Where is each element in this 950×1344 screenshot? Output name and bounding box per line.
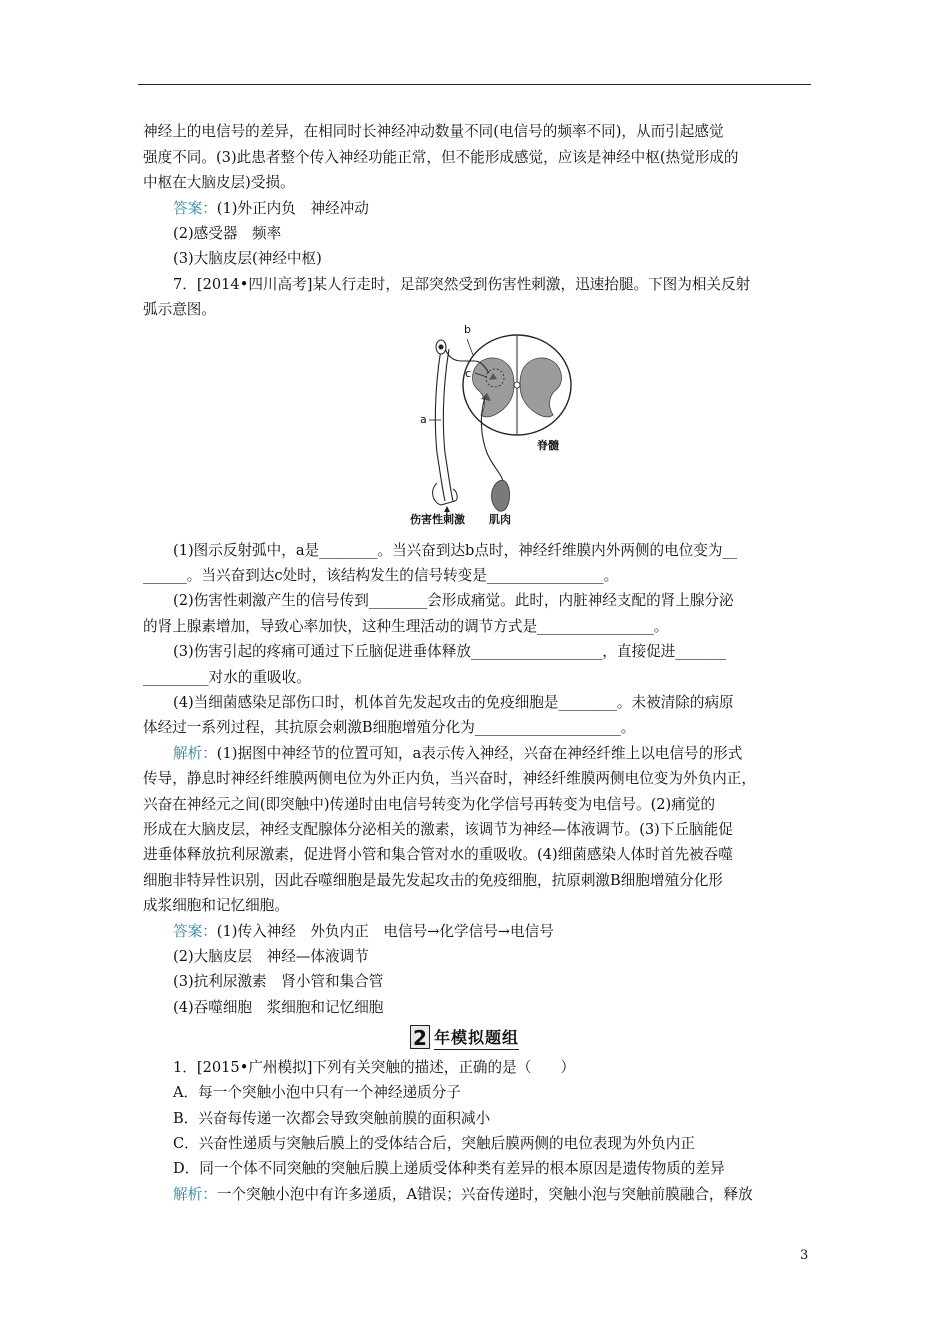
- mc-option: B．兴奋每传递一次都会导致突触前膜的面积减小: [173, 1110, 491, 1127]
- label-b: b: [464, 323, 471, 336]
- label-muscle: 肌肉: [489, 513, 511, 526]
- label-c: c: [465, 367, 472, 380]
- paragraph-line: 强度不同。(3)此患者整个传入神经功能正常，但不能形成感觉，应该是神经中枢(热觉形成的: [143, 149, 739, 166]
- page-number: 3: [800, 1248, 809, 1263]
- question-line: (4)当细菌感染足部伤口时，机体首先发起攻击的免疫细胞是________。未被清除的病原: [173, 694, 734, 711]
- analysis-line: 形成在大脑皮层，神经支配腺体分泌相关的激素，该调节为神经—体液调节。(3)下丘脑能促: [143, 821, 733, 838]
- label-a: a: [420, 413, 427, 426]
- answer-line: [173, 922, 554, 942]
- paragraph-line: 中枢在大脑皮层)受损。: [143, 174, 295, 191]
- section-title: 年模拟题组: [434, 1025, 519, 1050]
- answer-line: (3)大脑皮层(神经中枢): [173, 250, 322, 267]
- analysis-label: 解析：: [173, 745, 217, 762]
- label-stimulus: 伤害性刺激: [410, 513, 465, 526]
- receptor-foot: [433, 483, 458, 505]
- question-line: (2)伤害性刺激产生的信号传到________会形成痛觉。此时，内脏神经支配的肾上腺分泌: [173, 592, 734, 609]
- muscle-shape: [492, 480, 510, 511]
- question-line: 体经过一系列过程，其抗原会刺激B细胞增殖分化为____________________。: [143, 719, 636, 736]
- analysis-line: 传导，静息时神经纤维膜两侧电位为外正内负，当兴奋时，神经纤维膜两侧电位变为外负内正，: [143, 770, 756, 787]
- reflex-arc-figure: [410, 323, 575, 529]
- ganglion-nucleus: [439, 345, 444, 350]
- mc-stem: 1．[2015•广州模拟]下列有关突触的描述，正确的是（ ）: [173, 1059, 576, 1076]
- analysis-line: [173, 744, 742, 764]
- section-number: 2: [410, 1025, 430, 1049]
- question-line: 的肾上腺素增加，导致心率加快，这种生理活动的调节方式是________________。: [143, 618, 669, 635]
- analysis-line: 兴奋在神经元之间(即突触中)传递时由电信号转变为化学信号再转变为电信号。(2)痛觉的: [143, 796, 716, 813]
- question-line: (3)伤害引起的疼痛可通过下丘脑促进垂体释放__________________，直接促进_______: [173, 643, 727, 660]
- answer-line: [173, 199, 369, 219]
- paragraph-line: 神经上的电信号的差异，在相同时长神经冲动数量不同(电信号的频率不同)，从而引起感觉: [143, 123, 724, 140]
- answer-text: (1)传入神经 外负内正 电信号→化学信号→电信号: [216, 923, 554, 940]
- question-line: (1)图示反射弧中，a是________。当兴奋到达b点时，神经纤维膜内外两侧的电位变为__: [173, 542, 738, 559]
- answer-label: 答案：: [173, 923, 217, 940]
- header-rule: [138, 84, 811, 85]
- analysis-line: 细胞非特异性识别，因此吞噬细胞是最先发起攻击的免疫细胞，抗原刺激B细胞增殖分化形: [143, 872, 723, 889]
- answer-line: (3)抗利尿激素 肾小管和集合管: [173, 973, 384, 990]
- mc-option: D．同一个体不同突触的突触后膜上递质受体种类有差异的根本原因是遗传物质的差异: [173, 1160, 725, 1177]
- reflex-arc-diagram: [415, 333, 575, 529]
- afferent-nerve-a-outer: [443, 349, 453, 501]
- question-line: ______。当兴奋到达c处时，该结构发生的信号转变是________________。: [143, 567, 619, 584]
- answer-line: (2)感受器 频率: [173, 225, 282, 242]
- label-b-pointer: [467, 339, 473, 355]
- analysis-text: (1)据图中神经节的位置可知，a表示传入神经，兴奋在神经纤维上以电信号的形式: [216, 745, 743, 762]
- answer-label: 答案：: [173, 200, 217, 217]
- question-stem: 弧示意图。: [143, 301, 216, 318]
- question-stem: 7．[2014•四川高考]某人行走时，足部突然受到伤害性刺激，迅速抬腿。下图为相关反射: [173, 276, 751, 293]
- analysis-label: 解析：: [173, 1186, 217, 1203]
- label-spinal-cord: 脊髓: [537, 439, 559, 452]
- answer-line: (2)大脑皮层 神经—体液调节: [173, 948, 369, 965]
- answer-line: (4)吞噬细胞 浆细胞和记忆细胞: [173, 999, 384, 1016]
- analysis-line: [173, 1185, 753, 1205]
- analysis-text: 一个突触小泡中有许多递质，A错误；兴奋传递时，突触小泡与突触前膜融合，释放: [216, 1186, 753, 1203]
- analysis-line: 进垂体释放抗利尿激素，促进肾小管和集合管对水的重吸收。(4)细菌感染人体时首先被吞噬: [143, 846, 733, 863]
- question-line: _________对水的重吸收。: [143, 669, 311, 686]
- central-canal: [514, 382, 520, 388]
- section-banner: [410, 1025, 519, 1049]
- mc-option: C．兴奋性递质与突触后膜上的受体结合后，突触后膜两侧的电位表现为外负内正: [173, 1135, 695, 1152]
- answer-text: (1)外正内负 神经冲动: [216, 200, 369, 217]
- mc-option: A．每一个突触小泡中只有一个神经递质分子: [173, 1084, 461, 1101]
- analysis-line: 成浆细胞和记忆细胞。: [143, 897, 289, 914]
